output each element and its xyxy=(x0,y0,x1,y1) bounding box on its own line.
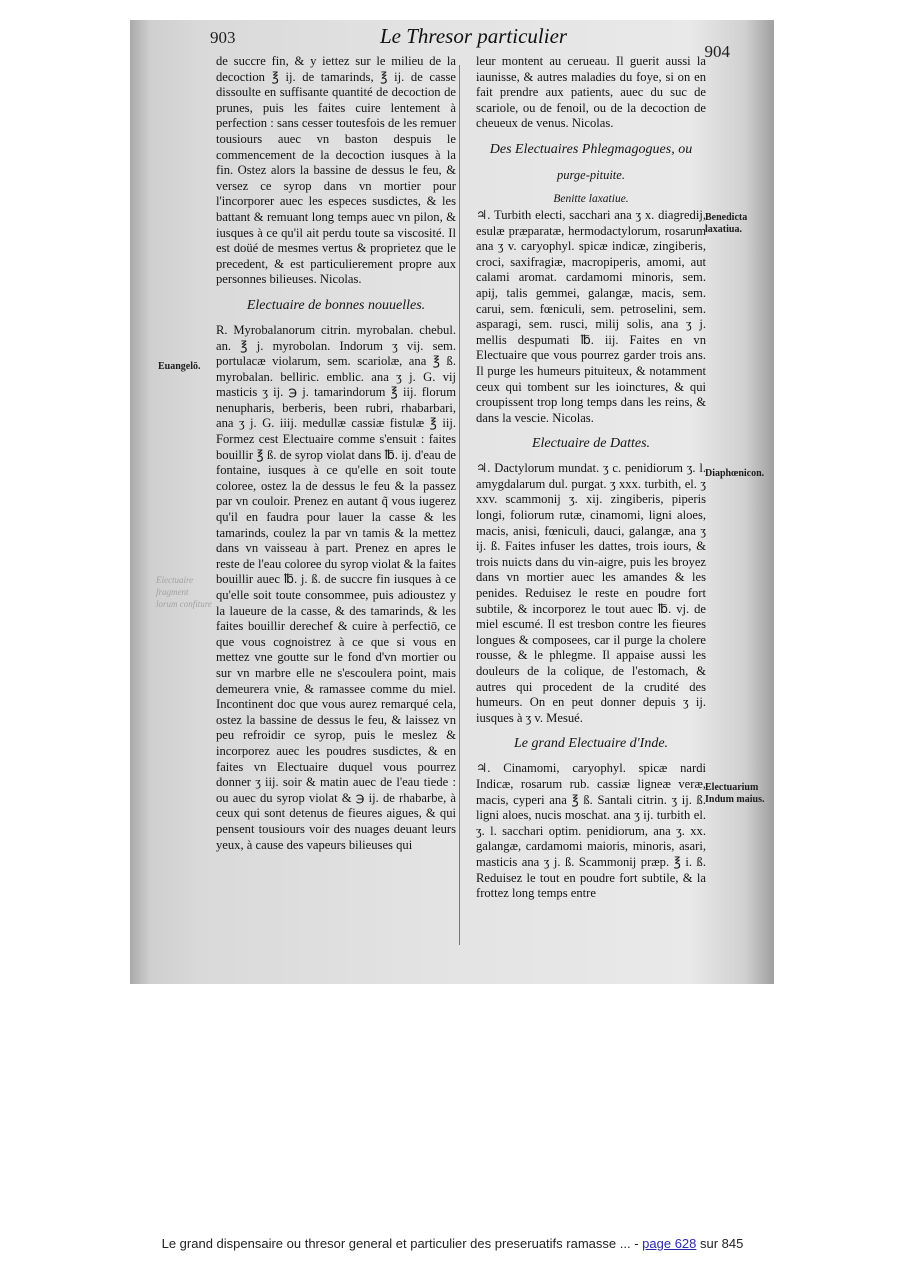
footer-citation xyxy=(0,1236,905,1251)
margin-note-euangelo: Euangelō. xyxy=(158,361,201,372)
right-paragraph-2: ♃. Turbith electi, sacchari ana ʒ x. diagredij, esulæ præparatæ, hermodactylorum, rosarum ana ʒ v. caryophyl. spicæ indicæ, zingiberis, croci, saxifragiæ, macropiperis, amomi, aut calami aromat. cardamomi minoris, sem. apij, talis gemmei, galangæ, macis, sem. carui, sem. fœniculi, sem. petroselini, sem. asparagi, sem. rusci, milij solis, ana ʒ j. mellis despumati ℔. iij. Faites en vn Electuaire que vous pourrez garder trois ans. Il purge les humeurs pituiteux, & notamment ceux qui tombent sur les ioinctures, & qui croupissent trop long temps dans les reins, & dans la vescie. Nicolas. xyxy=(476,207,706,425)
page-number-left: 903 xyxy=(210,28,236,47)
right-heading-dattes: Electuaire de Dattes. xyxy=(531,436,651,452)
left-paragraph-2: R. Myrobalanorum citrin. myrobalan. chebul. an. ℥ j. myrobolan. Indorum ʒ vij. sem. portulacæ violarum, sem. scariolæ, ana ℥ ß. myrobalan. belliric. emblic. ana ʒ j. G. vij masticis ʒ ij. ℈ j. tamarindorum ℥ iij. florum nenupharis, berberis, been rubri, rhabarbari, ana ʒ j. G. iiij. medullæ cassiæ fistulæ ℥ iij. Formez cest Electuaire comme s'ensuit : faites bouillir ℥ ß. de syrop violat dans ℔. ij. d'eau de fontaine, iusques à ce qu'elle en soit toute coloree, ostez la de dessus le feu & la passez par vn couloir. Prenez en autant q̃ vous iugerez qu'il en faudra pour lauer la casse & les tamarinds, coulez la par vn tamis & la mettez dans vn vaisseau à part. Prenez en apres le reste de l'eau coloree du syrop violat & la faites bouillir auec ℔. j. ß. de succre fin iusques à ce qu'elle soit toute consommee, puis adioustez y la laueure de la casse, & des tamarinds, & les faites bouillir derechef & cuire à perfectiō, ce que vous cognoistrez à ce que si vous en mettez vne goutte sur le fond d'vn mortier ou sur vn marbre elle ne s'escoulera point, mais demeurera vnie, & ramassee comme du miel. Incontinent doc que vous aurez remarqué cela, ostez la bassine de dessus le feu, & laissez vn peu refroidir ce syrop, puis le meslez & incorporez auec les poudres susdictes, & en faites vn Electuaire duquel vous pourrez donner ʒ iij. soir & matin auec de l'eau tiede : ou auec du syrop violat & ℈ ij. de rhabarbe, à ceux qui sont detenus de fieures aigues, & qui pensent tousiours voir des nuages deuant leurs yeux, à cause des vapeurs bilieuses qui xyxy=(216,322,456,852)
page-number-right: 904 xyxy=(704,42,730,61)
margin-note-benedicta: Benedicta laxatiua. xyxy=(705,212,748,235)
right-subheading-benitte: Benitte laxatiue. xyxy=(553,192,629,205)
right-paragraph-3: ♃. Dactylorum mundat. ʒ c. penidiorum ʒ. l. amygdalarum dul. purgat. ʒ xxx. turbith, el. ʒ xxv. scammonij ʒ. xij. zingiberis, piperis longi, foliorum rutæ, cinamomi, ligni aloes, macis, anisi, fœniculi, dauci, galangæ, ana ʒ ij. ß. Faites infuser les dattes, trois iours, & trois nuicts dans du vin-aigre, puis les broyez dans vn mortier auec les amandes & les penides. Reduisez le reste en poudre fort subtile, & incorporez le tout auec ℔. vj. de miel escumé. Il est tresbon contre les fieures longues & composees, car il purge la cholere rousse, & le phlegme. Il appaise aussi les douleurs de la colique, de l'estomach, & autres qui procedent de la crudité des humeurs. On en peut donner depuis ʒ ij. iusques à ʒ v. Mesué. xyxy=(476,461,706,725)
right-heading-inde: Le grand Electuaire d'Inde. xyxy=(513,736,669,752)
footer-page-count: sur 845 xyxy=(700,1236,744,1251)
left-column xyxy=(216,54,456,853)
left-heading-bonnes-nouuelles: Electuaire de bonnes nouuelles. xyxy=(246,297,426,313)
margin-note-electuarium-indum: Electuarium Indum maius. xyxy=(705,782,765,805)
scanned-page xyxy=(130,20,774,984)
right-heading-phlegmagogues: Des Electuaires Phlegmagogues, ou xyxy=(489,141,693,157)
right-heading-purge-pituite: purge-pituite. xyxy=(557,167,625,182)
page-link[interactable]: page 628 xyxy=(642,1236,697,1251)
footer-text: Le grand dispensaire ou thresor general et particulier des preseruatifs ramasse ... - xyxy=(161,1236,639,1251)
right-paragraph-1: leur montent au cerueau. Il guerit aussi la iaunisse, & autres maladies du foye, si on en fait prendre aux patients, auec du suc de scariole, ou de fenoil, ou de la decoction de cheueux de venus. Nicolas. xyxy=(476,54,706,131)
running-title: Le Thresor particulier xyxy=(380,24,568,48)
right-paragraph-4: ♃. Cinamomi, caryophyl. spicæ nardi Indicæ, rosarum rub. cassiæ ligneæ veræ, macis, cyperi ana ℥ ß. Santali citrin. ʒ ij. ß. ligni aloes, nucis moschat. ana ʒ ij. turbith el. ʒ. l. sacchari optim. penidiorum, ana ʒ. xx. galangæ, cardamomi maioris, minoris, asari, masticis ana ʒ j. ß. Scammonij præp. ℥ i. ß. Reduisez le tout en poudre fort subtile, & la frottez long temps entre xyxy=(476,761,706,901)
margin-note-diaphoenicon: Diaphœnicon. xyxy=(705,468,765,479)
left-paragraph-1: de succre fin, & y iettez sur le milieu de la decoction ℥ ij. de tamarinds, ℥ ij. de casse dissoulte en suffisante quantité de decoction de prunes, puis les faites cuire lentement à perfection : sans cesser toutesfois de les remuer tousiours auec vn baston despuis le commencement de la decoction iusques à la fin. Ostez alors la bassine de dessus le feu, & versez ce syrop dans vn mortier pour l'incorporer auec les especes susdictes, & les battant & remuant long temps auec vn pilon, & iusques à ce qu'il ait perdu toute sa viscosité. Il est doüé de mesmes vertus & proprietez que le precedent, & est particulierement propre aux personnes bilieuses. Nicolas. xyxy=(216,54,456,287)
column-divider xyxy=(459,65,460,945)
margin-note-faded: Electuaire fragment lorum confiture xyxy=(156,575,212,609)
running-header xyxy=(210,24,730,61)
right-column xyxy=(476,54,706,902)
